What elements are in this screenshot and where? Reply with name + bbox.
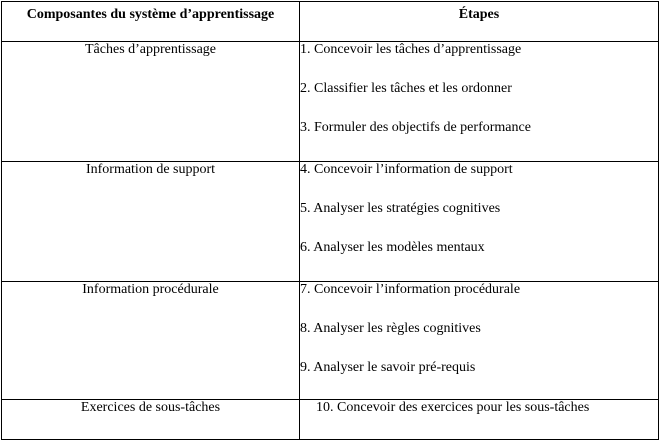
step-item: 4. Concevoir l’information de support xyxy=(300,162,513,177)
header-components: Composantes du système d’apprentissage xyxy=(2,2,300,42)
table-row xyxy=(2,162,659,282)
component-cell: Information procédurale xyxy=(2,282,300,400)
table-row xyxy=(2,400,659,440)
step-item: 6. Analyser les modèles mentaux xyxy=(300,240,485,255)
learning-system-table xyxy=(1,1,659,440)
step-item: 9. Analyser le savoir pré-requis xyxy=(300,360,476,375)
header-steps: Étapes xyxy=(300,2,659,42)
step-item: 8. Analyser les règles cognitives xyxy=(300,321,481,336)
table-header-row xyxy=(2,2,659,42)
step-item: 10. Concevoir des exercices pour les sous-tâches xyxy=(316,400,590,415)
component-cell: Exercices de sous-tâches xyxy=(2,400,300,440)
step-item: 1. Concevoir les tâches d’apprentissage xyxy=(300,42,522,57)
component-cell: Information de support xyxy=(2,162,300,282)
table-row xyxy=(2,282,659,400)
step-item: 7. Concevoir l’information procédurale xyxy=(300,282,521,297)
steps-cell xyxy=(300,42,659,162)
step-item: 5. Analyser les stratégies cognitives xyxy=(300,201,501,216)
steps-cell xyxy=(300,162,659,282)
step-item: 2. Classifier les tâches et les ordonner xyxy=(300,81,512,96)
steps-cell xyxy=(300,400,659,440)
table-row xyxy=(2,42,659,162)
step-item: 3. Formuler des objectifs de performance xyxy=(300,120,531,135)
component-cell: Tâches d’apprentissage xyxy=(2,42,300,162)
steps-cell xyxy=(300,282,659,400)
